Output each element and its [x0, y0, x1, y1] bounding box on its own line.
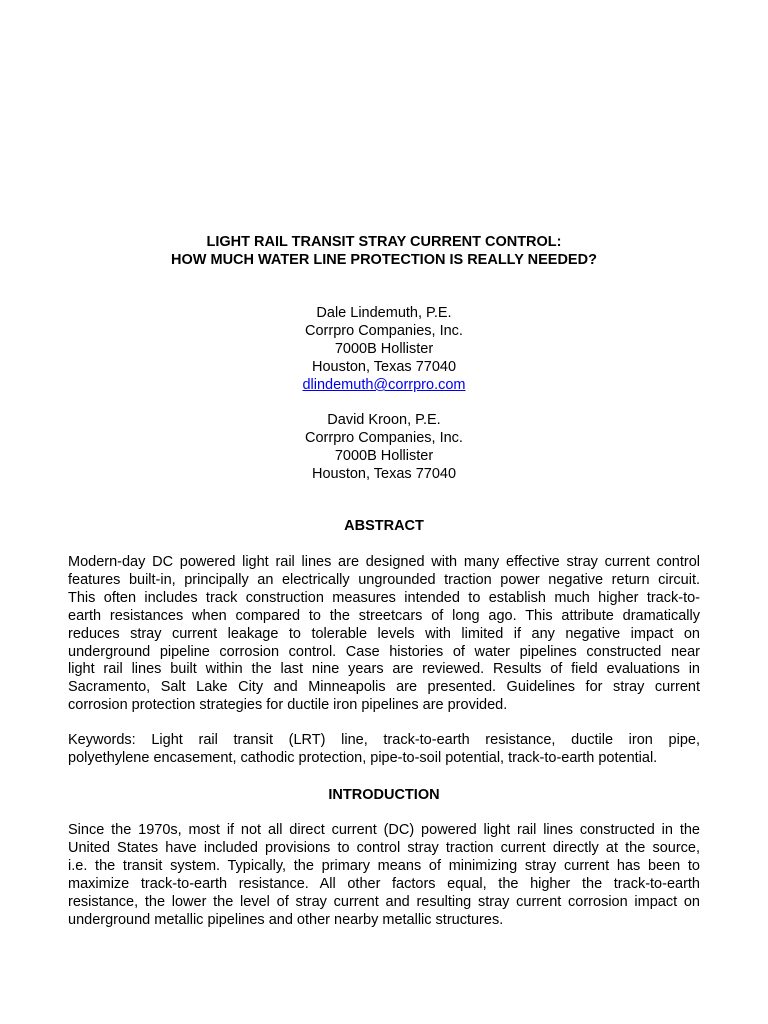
author-company: Corrpro Companies, Inc.: [305, 430, 463, 446]
title-line-2: HOW MUCH WATER LINE PROTECTION IS REALLY NEEDED?: [171, 252, 597, 268]
introduction-line: underground metallic pipelines and other nearby metallic structures.: [68, 911, 504, 928]
abstract-line: reduces stray current leakage to tolerable levels with limited if any negative impact on: [68, 625, 700, 642]
author-name: David Kroon, P.E.: [327, 412, 441, 428]
abstract-line: Sacramento, Salt Lake City and Minneapolis are presented. Guidelines for stray current: [68, 679, 700, 696]
abstract-heading: ABSTRACT: [344, 518, 424, 534]
author-company: Corrpro Companies, Inc.: [305, 323, 463, 339]
abstract-line: This often includes track construction measures intended to establish much higher track-to-: [68, 589, 700, 606]
author-city: Houston, Texas 77040: [311, 359, 457, 375]
title-line-1: LIGHT RAIL TRANSIT STRAY CURRENT CONTROL:: [206, 234, 562, 250]
keywords-line: polyethylene encasement, cathodic protection, pipe-to-soil potential, track-to-earth potential.: [68, 749, 658, 766]
introduction-line: i.e. the transit system. Typically, the primary means of minimizing stray current has been to: [68, 857, 700, 874]
author-block-2: [68, 411, 700, 483]
author-block-1: [68, 304, 700, 394]
keywords-paragraph: [68, 732, 700, 768]
paper-title: [68, 233, 700, 269]
author-email-link[interactable]: dlindemuth@corrpro.com: [302, 377, 466, 393]
abstract-line: Modern-day DC powered light rail lines are designed with many effective stray current control: [68, 554, 700, 570]
keywords-line: Keywords: Light rail transit (LRT) line, track-to-earth resistance, ductile iron pipe,: [68, 732, 700, 748]
introduction-line: resistance, the lower the level of stray current and resulting stray current corrosion impact on: [68, 893, 700, 910]
abstract-line: features built-in, principally an electrically ungrounded traction power negative return circuit.: [68, 571, 700, 588]
abstract-line: earth resistances when compared to the streetcars of long ago. This attribute dramatically: [68, 607, 700, 624]
introduction-line: United States have included provisions to control stray traction current directly at the source,: [68, 839, 700, 856]
introduction-heading: INTRODUCTION: [328, 787, 440, 803]
abstract-line: light rail lines built within the last nine years are reviewed. Results of field evaluations in: [68, 661, 700, 678]
abstract-line: corrosion protection strategies for ductile iron pipelines are provided.: [68, 697, 508, 714]
abstract-line: underground pipeline corrosion control. Case histories of water pipelines constructed near: [68, 643, 700, 660]
introduction-line: maximize track-to-earth resistance. All other factors equal, the higher the track-to-earth: [68, 875, 700, 892]
abstract-paragraph: [68, 554, 700, 715]
author-street: 7000B Hollister: [334, 341, 434, 357]
author-street: 7000B Hollister: [334, 448, 434, 464]
author-name: Dale Lindemuth, P.E.: [316, 305, 452, 321]
introduction-paragraph: [68, 822, 700, 929]
introduction-line: Since the 1970s, most if not all direct current (DC) powered light rail lines constructed in the: [68, 822, 700, 838]
author-city: Houston, Texas 77040: [311, 466, 457, 482]
